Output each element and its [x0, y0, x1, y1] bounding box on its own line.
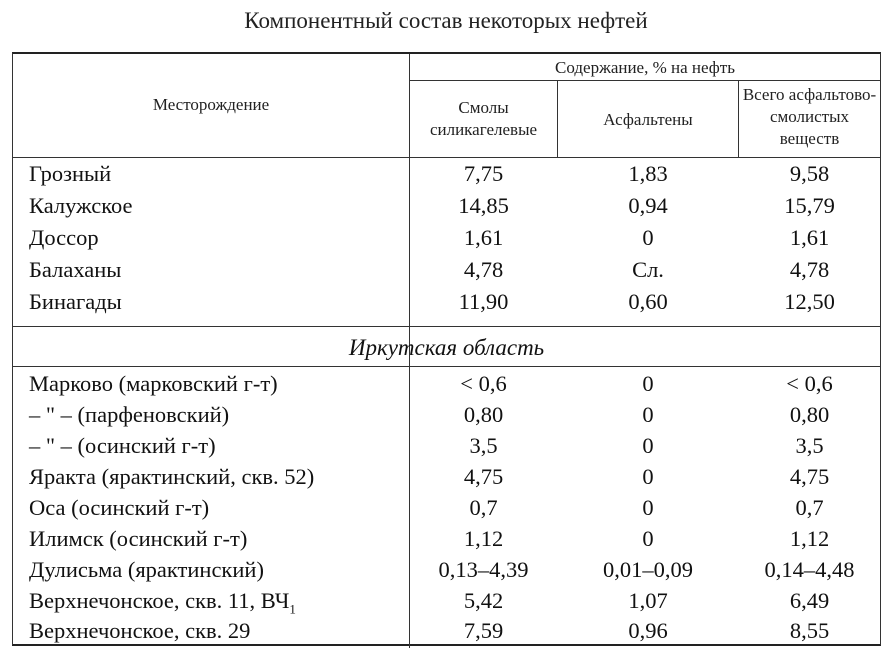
region-heading: Иркутская область	[348, 335, 545, 360]
resins-value: 3,5	[469, 433, 498, 458]
resins-value: 7,59	[463, 618, 504, 643]
resins-value: 4,78	[463, 257, 504, 282]
asphaltenes-value: 0,96	[628, 618, 668, 643]
asphaltenes-value: 0	[642, 526, 654, 551]
total-value: 1,61	[789, 225, 830, 250]
composition-table	[12, 52, 881, 646]
table-row	[13, 585, 880, 617]
resins-value: 7,75	[463, 161, 504, 186]
total-value: 4,78	[789, 257, 830, 282]
table-row	[13, 190, 880, 222]
resins-value: 0,80	[463, 402, 504, 427]
table-row	[13, 254, 880, 286]
table-row	[13, 399, 880, 431]
table-row	[13, 368, 880, 400]
total-value: 0,80	[789, 402, 830, 427]
field-name: Калужское	[29, 193, 133, 218]
table-title: Компонентный состав некоторых нефтей	[244, 8, 648, 33]
header-content: Содержание, % на нефть	[555, 58, 735, 77]
asphaltenes-value: Сл.	[632, 257, 664, 282]
table-row	[13, 523, 880, 555]
field-name: Оса (осинский г-т)	[29, 495, 210, 520]
table-row	[13, 492, 880, 524]
field-name: Балаханы	[29, 257, 122, 282]
asphaltenes-value: 0	[642, 225, 654, 250]
resins-value: 5,42	[463, 588, 504, 613]
asphaltenes-value: 0	[642, 433, 654, 458]
field-name: Илимск (осинский г-т)	[29, 526, 248, 551]
table-row	[13, 615, 880, 647]
field-name: Дулисьма (ярактинский)	[29, 557, 264, 582]
total-value: 0,7	[795, 495, 824, 520]
section-rule	[13, 366, 880, 367]
total-value: 0,14–4,48	[764, 557, 855, 582]
resins-value: 4,75	[463, 464, 504, 489]
asphaltenes-value: 0,60	[628, 289, 668, 314]
table-row	[13, 286, 880, 318]
field-name: Доссор	[29, 225, 99, 250]
field-name: Яракта (ярактинский, скв. 52)	[29, 464, 315, 489]
total-value: 8,55	[789, 618, 830, 643]
total-value: < 0,6	[786, 371, 833, 396]
table-row	[13, 554, 880, 586]
total-value: 15,79	[784, 193, 835, 218]
resins-value: 1,12	[463, 526, 504, 551]
table-row	[13, 222, 880, 254]
asphaltenes-value: 0	[642, 402, 654, 427]
header-field: Месторождение	[152, 95, 270, 114]
table-row	[13, 461, 880, 493]
table-row	[13, 158, 880, 190]
total-value: 6,49	[789, 588, 830, 613]
resins-value: 0,13–4,39	[438, 557, 529, 582]
header-resins: Смолы силикагелевые	[429, 98, 538, 139]
total-value: 12,50	[784, 289, 835, 314]
asphaltenes-value: 0,01–0,09	[603, 557, 693, 582]
asphaltenes-value: 0	[642, 371, 654, 396]
field-name: Грозный	[29, 161, 112, 186]
header-asphaltenes: Асфальтены	[603, 110, 693, 129]
section-rule	[13, 326, 880, 327]
header-total: Всего асфальтово- смолистых веществ	[742, 85, 877, 148]
field-name: Марково (марковский г-т)	[29, 371, 278, 396]
resins-value: 0,7	[469, 495, 498, 520]
field-name: Верхнечонское, скв. 11, $ВЧ_1$	[29, 588, 296, 617]
total-value: 1,12	[789, 526, 830, 551]
field-name: Верхнечонское, скв. 29	[29, 618, 251, 643]
total-value: 3,5	[795, 433, 824, 458]
asphaltenes-value: 1,07	[628, 588, 668, 613]
subscript: 1	[289, 601, 296, 617]
table-row	[13, 430, 880, 462]
resins-value: 14,85	[458, 193, 509, 218]
header-divider	[409, 80, 880, 81]
field-name: – " – (осинский г-т)	[29, 433, 216, 458]
asphaltenes-value: 0	[642, 464, 654, 489]
field-name: – " – (парфеновский)	[29, 402, 230, 427]
field-name: Бинагады	[29, 289, 122, 314]
resins-value: 1,61	[463, 225, 504, 250]
asphaltenes-value: 0,94	[628, 193, 668, 218]
asphaltenes-value: 1,83	[628, 161, 668, 186]
resins-value: < 0,6	[460, 371, 507, 396]
total-value: 9,58	[789, 161, 830, 186]
resins-value: 11,90	[458, 289, 509, 314]
asphaltenes-value: 0	[642, 495, 654, 520]
total-value: 4,75	[789, 464, 830, 489]
